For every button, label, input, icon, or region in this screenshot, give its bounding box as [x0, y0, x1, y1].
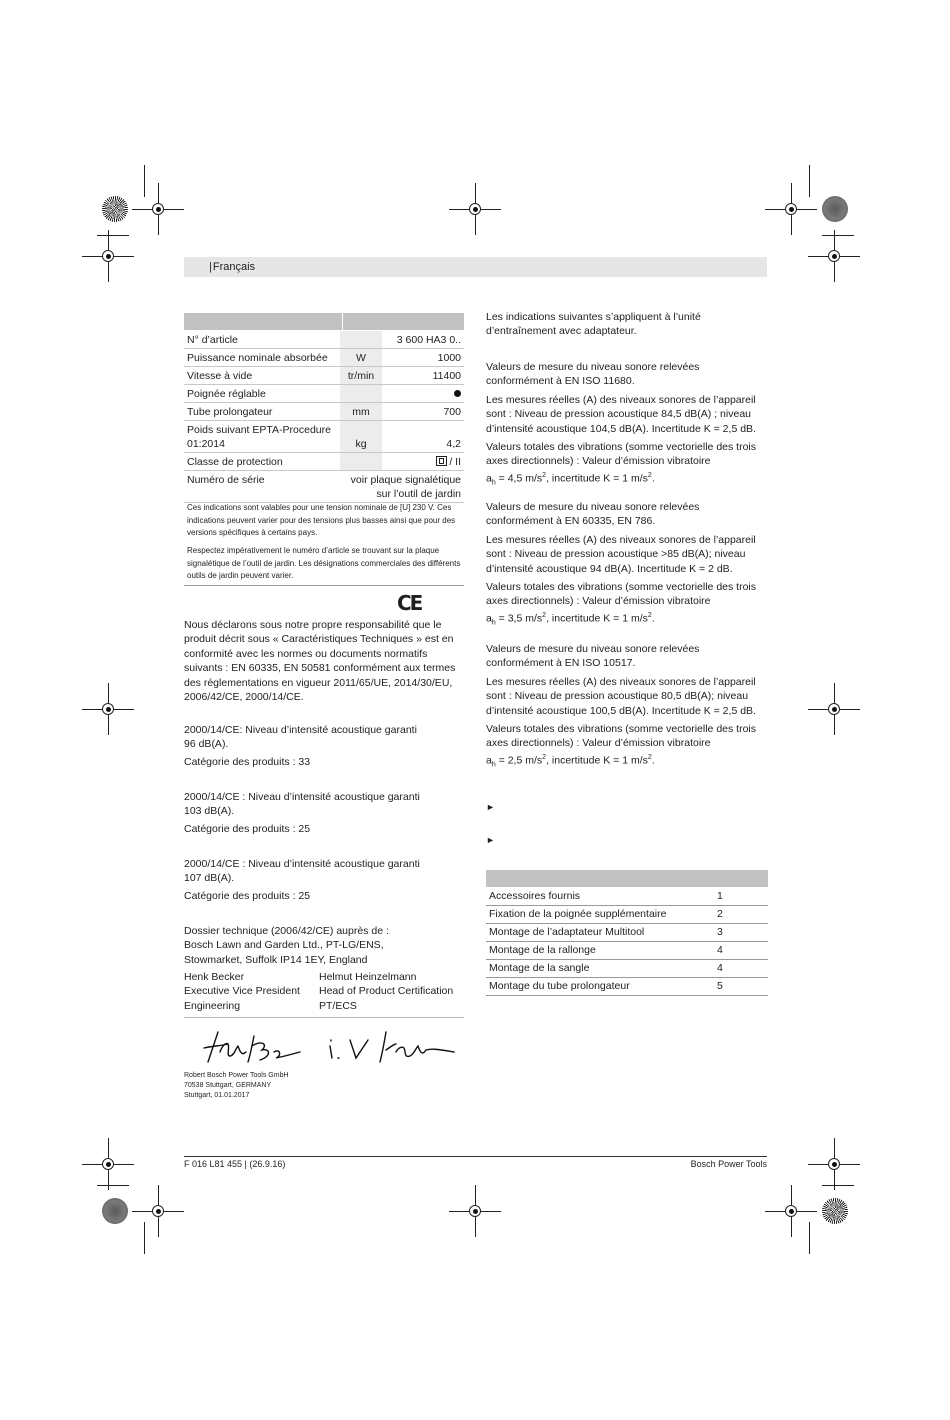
- footer-left: F 016 L81 455 | (26.9.16): [184, 1159, 286, 1169]
- spec-value: 11400: [382, 367, 464, 385]
- spec-value: 4,2: [382, 421, 464, 453]
- table-row: [184, 471, 464, 503]
- measurement-section-1: [486, 360, 768, 491]
- vib-value: = 2,5 m/s: [495, 754, 543, 767]
- company-name: Robert Bosch Power Tools GmbH: [184, 1072, 289, 1079]
- vib-subscript: h: [491, 619, 496, 627]
- table-row: [486, 888, 768, 906]
- vib-uncertainty: , incertitude K = 1 m/s: [546, 754, 648, 767]
- vib-exponent: 2: [542, 611, 547, 619]
- table-row: [486, 978, 768, 996]
- vib-exponent: 2: [542, 753, 547, 761]
- spec-label: Poids suivant EPTA-Procedure 01:2014: [184, 421, 340, 453]
- protection-class-text: / II: [449, 456, 461, 468]
- spec-value: [340, 471, 464, 503]
- accessory-page: 2: [715, 906, 768, 924]
- table-row: [184, 331, 464, 349]
- spec-note-article: Respectez impérativement le numéro d’article se trouvant sur la plaque signalétique de l’outil de jardin. Les désignations commerciales des différents outils de jardin peuvent varier.: [187, 546, 461, 580]
- spec-label: Numéro de série: [184, 471, 340, 503]
- vib-uncertainty: , incertitude K = 1 m/s: [546, 612, 648, 625]
- language-label: |Français: [209, 261, 256, 273]
- vib-symbol: a: [486, 612, 492, 625]
- company-address: [184, 1071, 289, 1101]
- table-row: [486, 960, 768, 978]
- registration-wheel-icon: [822, 196, 848, 222]
- accessory-label: Montage de l’adaptateur Multitool: [486, 924, 715, 942]
- signer-title: Head of Product Certification: [319, 985, 454, 998]
- spec-note-voltage: Ces indications sont valables pour une tension nominale de [U] 230 V. Ces indications peuvent varier pour des tensions plus basses ainsi que pour des versions spécifiques à certains pays.: [187, 503, 456, 537]
- accessory-label: Montage de la rallonge: [486, 942, 715, 960]
- registration-wheel-icon: [102, 1198, 128, 1224]
- registration-wheel-icon: [822, 1198, 848, 1224]
- spec-label: Tube prolongateur: [184, 403, 340, 421]
- table-row: [184, 453, 464, 471]
- sound-values: Les mesures réelles (A) des niveaux sonores de l’appareil sont : Niveau de pression acoustique >85 dB(A); niveau d’intensité acoustique 94 dB(A). Incertitude K = 2 dB.: [486, 533, 756, 575]
- ce-mark-icon: CE: [397, 591, 422, 615]
- vib-exponent: 2: [647, 611, 652, 619]
- spec-value: 1000: [382, 349, 464, 367]
- accessory-label: Accessoires fournis: [486, 888, 715, 906]
- spec-table: [184, 331, 464, 503]
- bullet-arrow-icon: ►: [486, 802, 495, 812]
- bullet-arrow-icon: ►: [486, 835, 495, 845]
- vibration-values: Valeurs totales des vibrations (somme vectorielle des trois axes directionnels) : Valeur d’émission vibratoire: [486, 723, 757, 750]
- accessory-page: 1: [715, 888, 768, 906]
- signer-title: Engineering: [184, 999, 241, 1012]
- spec-unit: [340, 385, 382, 403]
- table-row: [184, 385, 464, 403]
- signer-2: [319, 970, 453, 1013]
- vibration-values: Valeurs totales des vibrations (somme vectorielle des trois axes directionnels) : Valeur d’émission vibratoire: [486, 441, 757, 468]
- product-category-1: Catégorie des produits : 33: [184, 756, 311, 768]
- measurement-section-2: [486, 500, 768, 631]
- vib-end: .: [651, 754, 655, 767]
- spec-label: Puissance nominale absorbée: [184, 349, 340, 367]
- accessory-page: 3: [715, 924, 768, 942]
- language-text: Français: [212, 261, 256, 273]
- vib-subscript: h: [491, 761, 496, 769]
- vibration-emission: [486, 609, 768, 631]
- vib-exponent: 2: [647, 753, 652, 761]
- spec-unit: mm: [340, 403, 382, 421]
- sound-values: Les mesures réelles (A) des niveaux sonores de l’appareil sont : Niveau de pression acoustique 84,5 dB(A) ; niveau d’intensité acoustique 104,5 dB(A). Incertitude K = 2,5 dB.: [486, 393, 756, 435]
- divider: [184, 585, 464, 586]
- signer-title: Executive Vice President: [184, 985, 300, 998]
- vib-value: = 3,5 m/s: [495, 612, 543, 625]
- spec-unit: [340, 331, 382, 349]
- spec-unit: tr/min: [340, 367, 382, 385]
- spec-label: N° d’article: [184, 331, 340, 349]
- spec-value: 700: [382, 403, 464, 421]
- spec-label: Classe de protection: [184, 453, 340, 471]
- vibration-values: Valeurs totales des vibrations (somme vectorielle des trois axes directionnels) : Valeur d’émission vibratoire: [486, 581, 757, 608]
- vib-subscript: h: [491, 479, 496, 487]
- vib-end: .: [651, 612, 655, 625]
- table-row: [184, 367, 464, 385]
- vib-uncertainty: , incertitude K = 1 m/s: [546, 472, 648, 485]
- signer-title: PT/ECS: [319, 999, 357, 1012]
- place-date: Stuttgart, 01.01.2017: [184, 1092, 250, 1099]
- product-category-2: Catégorie des produits : 25: [184, 823, 311, 835]
- noise-declaration-3: 2000/14/CE : Niveau d’intensité acoustique garanti 107 dB(A).: [184, 858, 420, 885]
- measurement-section-3: [486, 642, 768, 773]
- signer-1: [184, 970, 300, 1013]
- footer-right: Bosch Power Tools: [690, 1159, 767, 1169]
- accessory-label: Montage de la sangle: [486, 960, 715, 978]
- vib-symbol: a: [486, 754, 492, 767]
- noise-declaration-1: 2000/14/CE: Niveau d’intensité acoustique garanti 96 dB(A).: [184, 724, 417, 751]
- spec-label: Vitesse à vide: [184, 367, 340, 385]
- adapter-intro: Les indications suivantes s’appliquent à l’unité d’entraînement avec adaptateur.: [486, 311, 701, 338]
- accessory-page: 5: [715, 978, 768, 996]
- sound-values: Les mesures réelles (A) des niveaux sonores de l’appareil sont : Niveau de pression acoustique 80,5 dB(A); niveau d’intensité acoustique 100,5 dB(A). Incertitude K = 2,5 dB.: [486, 675, 756, 717]
- noise-declaration-2: 2000/14/CE : Niveau d’intensité acoustique garanti 103 dB(A).: [184, 791, 420, 818]
- accessory-page: 4: [715, 960, 768, 978]
- table-row: [184, 421, 464, 453]
- spec-unit: [340, 453, 382, 471]
- vib-exponent: 2: [542, 471, 547, 479]
- signatures-icon: [190, 1022, 460, 1070]
- accessory-label: Montage du tube prolongateur: [486, 978, 715, 996]
- measurement-title: Valeurs de mesure du niveau sonore relevées conformément à EN 60335, EN 786.: [486, 501, 700, 528]
- divider: [184, 1017, 464, 1018]
- spec-unit: W: [340, 349, 382, 367]
- language-header: [184, 257, 767, 277]
- table-row: [184, 403, 464, 421]
- serial-text: voir plaque signalétique sur l’outil de jardin: [350, 474, 461, 500]
- registration-wheel-icon: [102, 196, 128, 222]
- protection-class-icon: [436, 456, 447, 466]
- measurement-title: Valeurs de mesure du niveau sonore relevées conformément à EN ISO 10517.: [486, 643, 700, 670]
- vibration-emission: [486, 751, 768, 773]
- spec-value: [382, 453, 464, 471]
- signer-name: Henk Becker: [184, 971, 245, 983]
- vib-end: .: [651, 472, 655, 485]
- vib-value: = 4,5 m/s: [495, 472, 543, 485]
- vibration-emission: [486, 469, 768, 491]
- bullet-dot-icon: [454, 390, 461, 397]
- company-address-line: 70538 Stuttgart, GERMANY: [184, 1082, 272, 1089]
- table-row: [486, 924, 768, 942]
- accessories-table: [486, 888, 768, 996]
- spec-value: [382, 385, 464, 403]
- vib-symbol: a: [486, 472, 492, 485]
- accessories-table-header-bar: [486, 870, 768, 887]
- table-row: [184, 349, 464, 367]
- declaration-text: Nous déclarons sous notre propre responsabilité que le produit décrit sous « Caractéristiques Techniques » est en conformité avec les normes ou documents normatifs suivants : EN 60335, EN 50581 conformément aux termes des réglementations en vigueur 2011/65/UE, 2014/30/EU, 2006/42/CE, 2000/14/CE.: [184, 619, 456, 704]
- measurement-title: Valeurs de mesure du niveau sonore relevées conformément à EN ISO 11680.: [486, 361, 700, 388]
- accessory-label: Fixation de la poignée supplémentaire: [486, 906, 715, 924]
- table-row: [486, 906, 768, 924]
- spec-table-header-bar: [184, 313, 464, 330]
- table-row: [486, 942, 768, 960]
- signer-name: Helmut Heinzelmann: [319, 971, 417, 983]
- spec-unit: kg: [340, 421, 382, 453]
- vib-exponent: 2: [647, 471, 652, 479]
- accessory-page: 4: [715, 942, 768, 960]
- footer-divider: [184, 1156, 767, 1157]
- spec-label: Poignée réglable: [184, 385, 340, 403]
- technical-dossier: Dossier technique (2006/42/CE) auprès de : Bosch Lawn and Garden Ltd., PT-LG/ENS, Stowmarket, Suffolk IP14 1EY, England: [184, 925, 389, 966]
- spec-value: 3 600 HA3 0..: [382, 331, 464, 349]
- product-category-3: Catégorie des produits : 25: [184, 890, 311, 902]
